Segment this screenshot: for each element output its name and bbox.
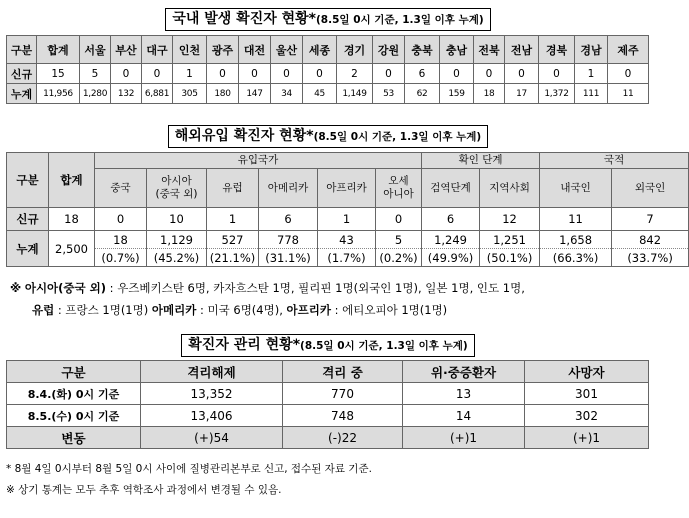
data-cell: 0 bbox=[539, 64, 575, 84]
data-cell: 1 bbox=[318, 208, 376, 231]
management-table bbox=[6, 360, 649, 449]
data-cell: 1,280 bbox=[80, 84, 111, 104]
pct-cell: (45.2%) bbox=[147, 249, 207, 267]
overseas-cum-row bbox=[7, 231, 689, 249]
data-cell: 45 bbox=[303, 84, 337, 104]
inflow-notes bbox=[10, 277, 650, 321]
notes-america-label: 아메리카 bbox=[151, 303, 197, 317]
domestic-cum-row bbox=[7, 84, 649, 104]
row-label: 신규 bbox=[7, 208, 49, 231]
notes-mark: ※ bbox=[10, 281, 22, 295]
col-header-oceania-line1: 오세 bbox=[388, 175, 409, 187]
data-cell: 1,149 bbox=[337, 84, 373, 104]
domestic-header-cell: 강원 bbox=[373, 36, 405, 64]
data-cell: 11,956 bbox=[37, 84, 80, 104]
data-cell: 6 bbox=[405, 64, 440, 84]
data-cell: 18 bbox=[474, 84, 505, 104]
data-cell: 305 bbox=[173, 84, 207, 104]
data-cell: 34 bbox=[271, 84, 303, 104]
data-cell: (+)1 bbox=[525, 427, 649, 449]
pct-cell: (21.1%) bbox=[207, 249, 259, 267]
data-cell: 11 bbox=[540, 208, 612, 231]
col-header-oceania-line2: 아니아 bbox=[383, 188, 414, 200]
data-cell: 43 bbox=[318, 231, 376, 249]
notes-africa-label: 아프리카 bbox=[286, 303, 331, 317]
data-cell: 748 bbox=[283, 405, 403, 427]
data-cell: 842 bbox=[612, 231, 689, 249]
overseas-category-header: 구분 bbox=[7, 153, 49, 208]
data-cell: 1,251 bbox=[480, 231, 540, 249]
management-header-cell: 위·중증환자 bbox=[403, 361, 525, 383]
notes-line-1 bbox=[10, 277, 650, 299]
col-header-korean: 내국인 bbox=[540, 169, 612, 208]
domestic-header-cell: 울산 bbox=[271, 36, 303, 64]
data-cell: 2 bbox=[337, 64, 373, 84]
domestic-header-cell: 부산 bbox=[111, 36, 142, 64]
domestic-new-row bbox=[7, 64, 649, 84]
confirm-group-header: 확인 단계 bbox=[422, 153, 540, 169]
pct-cell: (33.7%) bbox=[612, 249, 689, 267]
domestic-header-cell: 구분 bbox=[7, 36, 37, 64]
data-cell: 5 bbox=[80, 64, 111, 84]
overseas-title-sub: (8.5일 0시 기준, 1.3일 이후 누계) bbox=[313, 131, 482, 143]
data-cell: 13,406 bbox=[141, 405, 283, 427]
row-label: 변동 bbox=[7, 427, 141, 449]
management-header-cell: 격리 중 bbox=[283, 361, 403, 383]
data-cell: 6,881 bbox=[142, 84, 173, 104]
data-cell: 11 bbox=[608, 84, 649, 104]
pct-cell: (50.1%) bbox=[480, 249, 540, 267]
domestic-title bbox=[0, 8, 656, 31]
data-cell: 1,372 bbox=[539, 84, 575, 104]
row-label: 8.5.(수) 0시 기준 bbox=[7, 405, 141, 427]
management-header-cell: 격리해제 bbox=[141, 361, 283, 383]
data-cell: 770 bbox=[283, 383, 403, 405]
notes-europe-label: 유럽 bbox=[32, 303, 55, 317]
row-label: 8.4.(화) 0시 기준 bbox=[7, 383, 141, 405]
data-cell: 7 bbox=[612, 208, 689, 231]
col-header-oceania bbox=[376, 169, 422, 208]
domestic-header-cell: 세종 bbox=[303, 36, 337, 64]
data-cell: 14 bbox=[403, 405, 525, 427]
data-cell: 5 bbox=[376, 231, 422, 249]
data-cell: 159 bbox=[440, 84, 474, 104]
data-cell: 0 bbox=[440, 64, 474, 84]
pct-cell: (66.3%) bbox=[540, 249, 612, 267]
domestic-title-text: 국내 발생 확진자 현황* bbox=[172, 11, 316, 27]
data-cell: 18 bbox=[49, 208, 95, 231]
data-cell: 1,249 bbox=[422, 231, 480, 249]
col-header-asia bbox=[147, 169, 207, 208]
domestic-header-cell: 인천 bbox=[173, 36, 207, 64]
data-cell: 12 bbox=[480, 208, 540, 231]
management-header-row bbox=[7, 361, 649, 383]
inflow-group-header: 유입국가 bbox=[95, 153, 422, 169]
pct-cell: (1.7%) bbox=[318, 249, 376, 267]
data-cell: 13,352 bbox=[141, 383, 283, 405]
notes-asia-label: 아시아(중국 외) bbox=[24, 281, 107, 295]
footnote-2: ※ 상기 통계는 모두 추후 역학조사 과정에서 변경될 수 있음. bbox=[6, 484, 282, 496]
data-cell: 180 bbox=[207, 84, 239, 104]
data-cell: 778 bbox=[259, 231, 318, 249]
domestic-header-row bbox=[7, 36, 649, 64]
domestic-header-cell: 대구 bbox=[142, 36, 173, 64]
management-header-cell: 사망자 bbox=[525, 361, 649, 383]
data-cell: 302 bbox=[525, 405, 649, 427]
data-cell: 15 bbox=[37, 64, 80, 84]
overseas-group-row bbox=[7, 153, 689, 169]
data-cell: 13 bbox=[403, 383, 525, 405]
data-cell: 111 bbox=[575, 84, 608, 104]
overseas-new-row bbox=[7, 208, 689, 231]
domestic-header-cell: 서울 bbox=[80, 36, 111, 64]
data-cell: 147 bbox=[239, 84, 271, 104]
data-cell: 527 bbox=[207, 231, 259, 249]
data-cell: 0 bbox=[95, 208, 147, 231]
row-label: 누계 bbox=[7, 84, 37, 104]
data-cell: 18 bbox=[95, 231, 147, 249]
domestic-header-cell: 충북 bbox=[405, 36, 440, 64]
management-change-row bbox=[7, 427, 649, 449]
data-cell: 6 bbox=[422, 208, 480, 231]
domestic-header-cell: 전남 bbox=[505, 36, 539, 64]
data-cell: (+)1 bbox=[403, 427, 525, 449]
data-cell: 1 bbox=[173, 64, 207, 84]
domestic-header-cell: 경북 bbox=[539, 36, 575, 64]
overseas-title-text: 해외유입 확진자 현황* bbox=[174, 128, 314, 144]
data-cell: 0 bbox=[376, 208, 422, 231]
domestic-title-sub: (8.5일 0시 기준, 1.3일 이후 누계) bbox=[316, 14, 484, 26]
management-title-sub: (8.5일 0시 기준, 1.3일 이후 누계) bbox=[300, 340, 468, 352]
col-header-asia-line2: (중국 외) bbox=[155, 188, 198, 200]
col-header-africa: 아프리카 bbox=[318, 169, 376, 208]
data-cell: 1 bbox=[575, 64, 608, 84]
data-cell: 0 bbox=[142, 64, 173, 84]
col-header-china: 중국 bbox=[95, 169, 147, 208]
overseas-title bbox=[0, 125, 656, 148]
domestic-header-cell: 대전 bbox=[239, 36, 271, 64]
data-cell: 301 bbox=[525, 383, 649, 405]
data-cell: 0 bbox=[239, 64, 271, 84]
data-cell: 6 bbox=[259, 208, 318, 231]
data-cell: 17 bbox=[505, 84, 539, 104]
overseas-pct-row bbox=[7, 249, 689, 267]
data-cell: 10 bbox=[147, 208, 207, 231]
data-cell: 0 bbox=[303, 64, 337, 84]
overseas-total-header: 합계 bbox=[49, 153, 95, 208]
overseas-sub-header-row bbox=[7, 169, 689, 208]
domestic-header-cell: 충남 bbox=[440, 36, 474, 64]
management-title bbox=[0, 334, 656, 357]
data-cell: 0 bbox=[373, 64, 405, 84]
data-cell: 1,658 bbox=[540, 231, 612, 249]
data-cell: 2,500 bbox=[49, 231, 95, 267]
domestic-header-cell: 경기 bbox=[337, 36, 373, 64]
domestic-header-cell: 경남 bbox=[575, 36, 608, 64]
data-cell: (-)22 bbox=[283, 427, 403, 449]
notes-line-2 bbox=[10, 299, 650, 321]
col-header-community: 지역사회 bbox=[480, 169, 540, 208]
management-header-cell: 구분 bbox=[7, 361, 141, 383]
data-cell: 0 bbox=[111, 64, 142, 84]
notes-asia-text: : 우즈베키스탄 6명, 카자흐스탄 1명, 필리핀 1명(외국인 1명), 일본 1명, 인도 1명, bbox=[109, 281, 525, 295]
data-cell: 0 bbox=[608, 64, 649, 84]
management-title-text: 확진자 관리 현황* bbox=[188, 337, 301, 353]
pct-cell: (49.9%) bbox=[422, 249, 480, 267]
col-header-europe: 유럽 bbox=[207, 169, 259, 208]
col-header-america: 아메리카 bbox=[259, 169, 318, 208]
data-cell: 0 bbox=[271, 64, 303, 84]
col-header-foreigner: 외국인 bbox=[612, 169, 689, 208]
nation-group-header: 국적 bbox=[540, 153, 689, 169]
data-cell: 1,129 bbox=[147, 231, 207, 249]
data-cell: 62 bbox=[405, 84, 440, 104]
data-cell: 53 bbox=[373, 84, 405, 104]
row-label: 신규 bbox=[7, 64, 37, 84]
notes-africa-text: : 에티오피아 1명(1명) bbox=[334, 303, 448, 317]
col-header-quarantine: 검역단계 bbox=[422, 169, 480, 208]
domestic-header-cell: 광주 bbox=[207, 36, 239, 64]
domestic-header-cell: 합계 bbox=[37, 36, 80, 64]
domestic-header-cell: 제주 bbox=[608, 36, 649, 64]
management-row bbox=[7, 383, 649, 405]
data-cell: 0 bbox=[207, 64, 239, 84]
data-cell: 0 bbox=[474, 64, 505, 84]
col-header-asia-line1: 아시아 bbox=[161, 175, 192, 187]
row-label: 누계 bbox=[7, 231, 49, 267]
footnote-1: * 8월 4일 0시부터 8월 5일 0시 사이에 질병관리본부로 신고, 접수된 자료 기준. bbox=[6, 463, 372, 475]
pct-cell: (0.7%) bbox=[95, 249, 147, 267]
overseas-table bbox=[6, 152, 689, 267]
notes-europe-text: : 프랑스 1명(1명) bbox=[57, 303, 149, 317]
data-cell: 0 bbox=[505, 64, 539, 84]
domestic-table bbox=[6, 35, 649, 104]
pct-cell: (31.1%) bbox=[259, 249, 318, 267]
data-cell: 1 bbox=[207, 208, 259, 231]
data-cell: (+)54 bbox=[141, 427, 283, 449]
data-cell: 132 bbox=[111, 84, 142, 104]
management-row bbox=[7, 405, 649, 427]
domestic-header-cell: 전북 bbox=[474, 36, 505, 64]
pct-cell: (0.2%) bbox=[376, 249, 422, 267]
notes-america-text: : 미국 6명(4명), bbox=[199, 303, 283, 317]
